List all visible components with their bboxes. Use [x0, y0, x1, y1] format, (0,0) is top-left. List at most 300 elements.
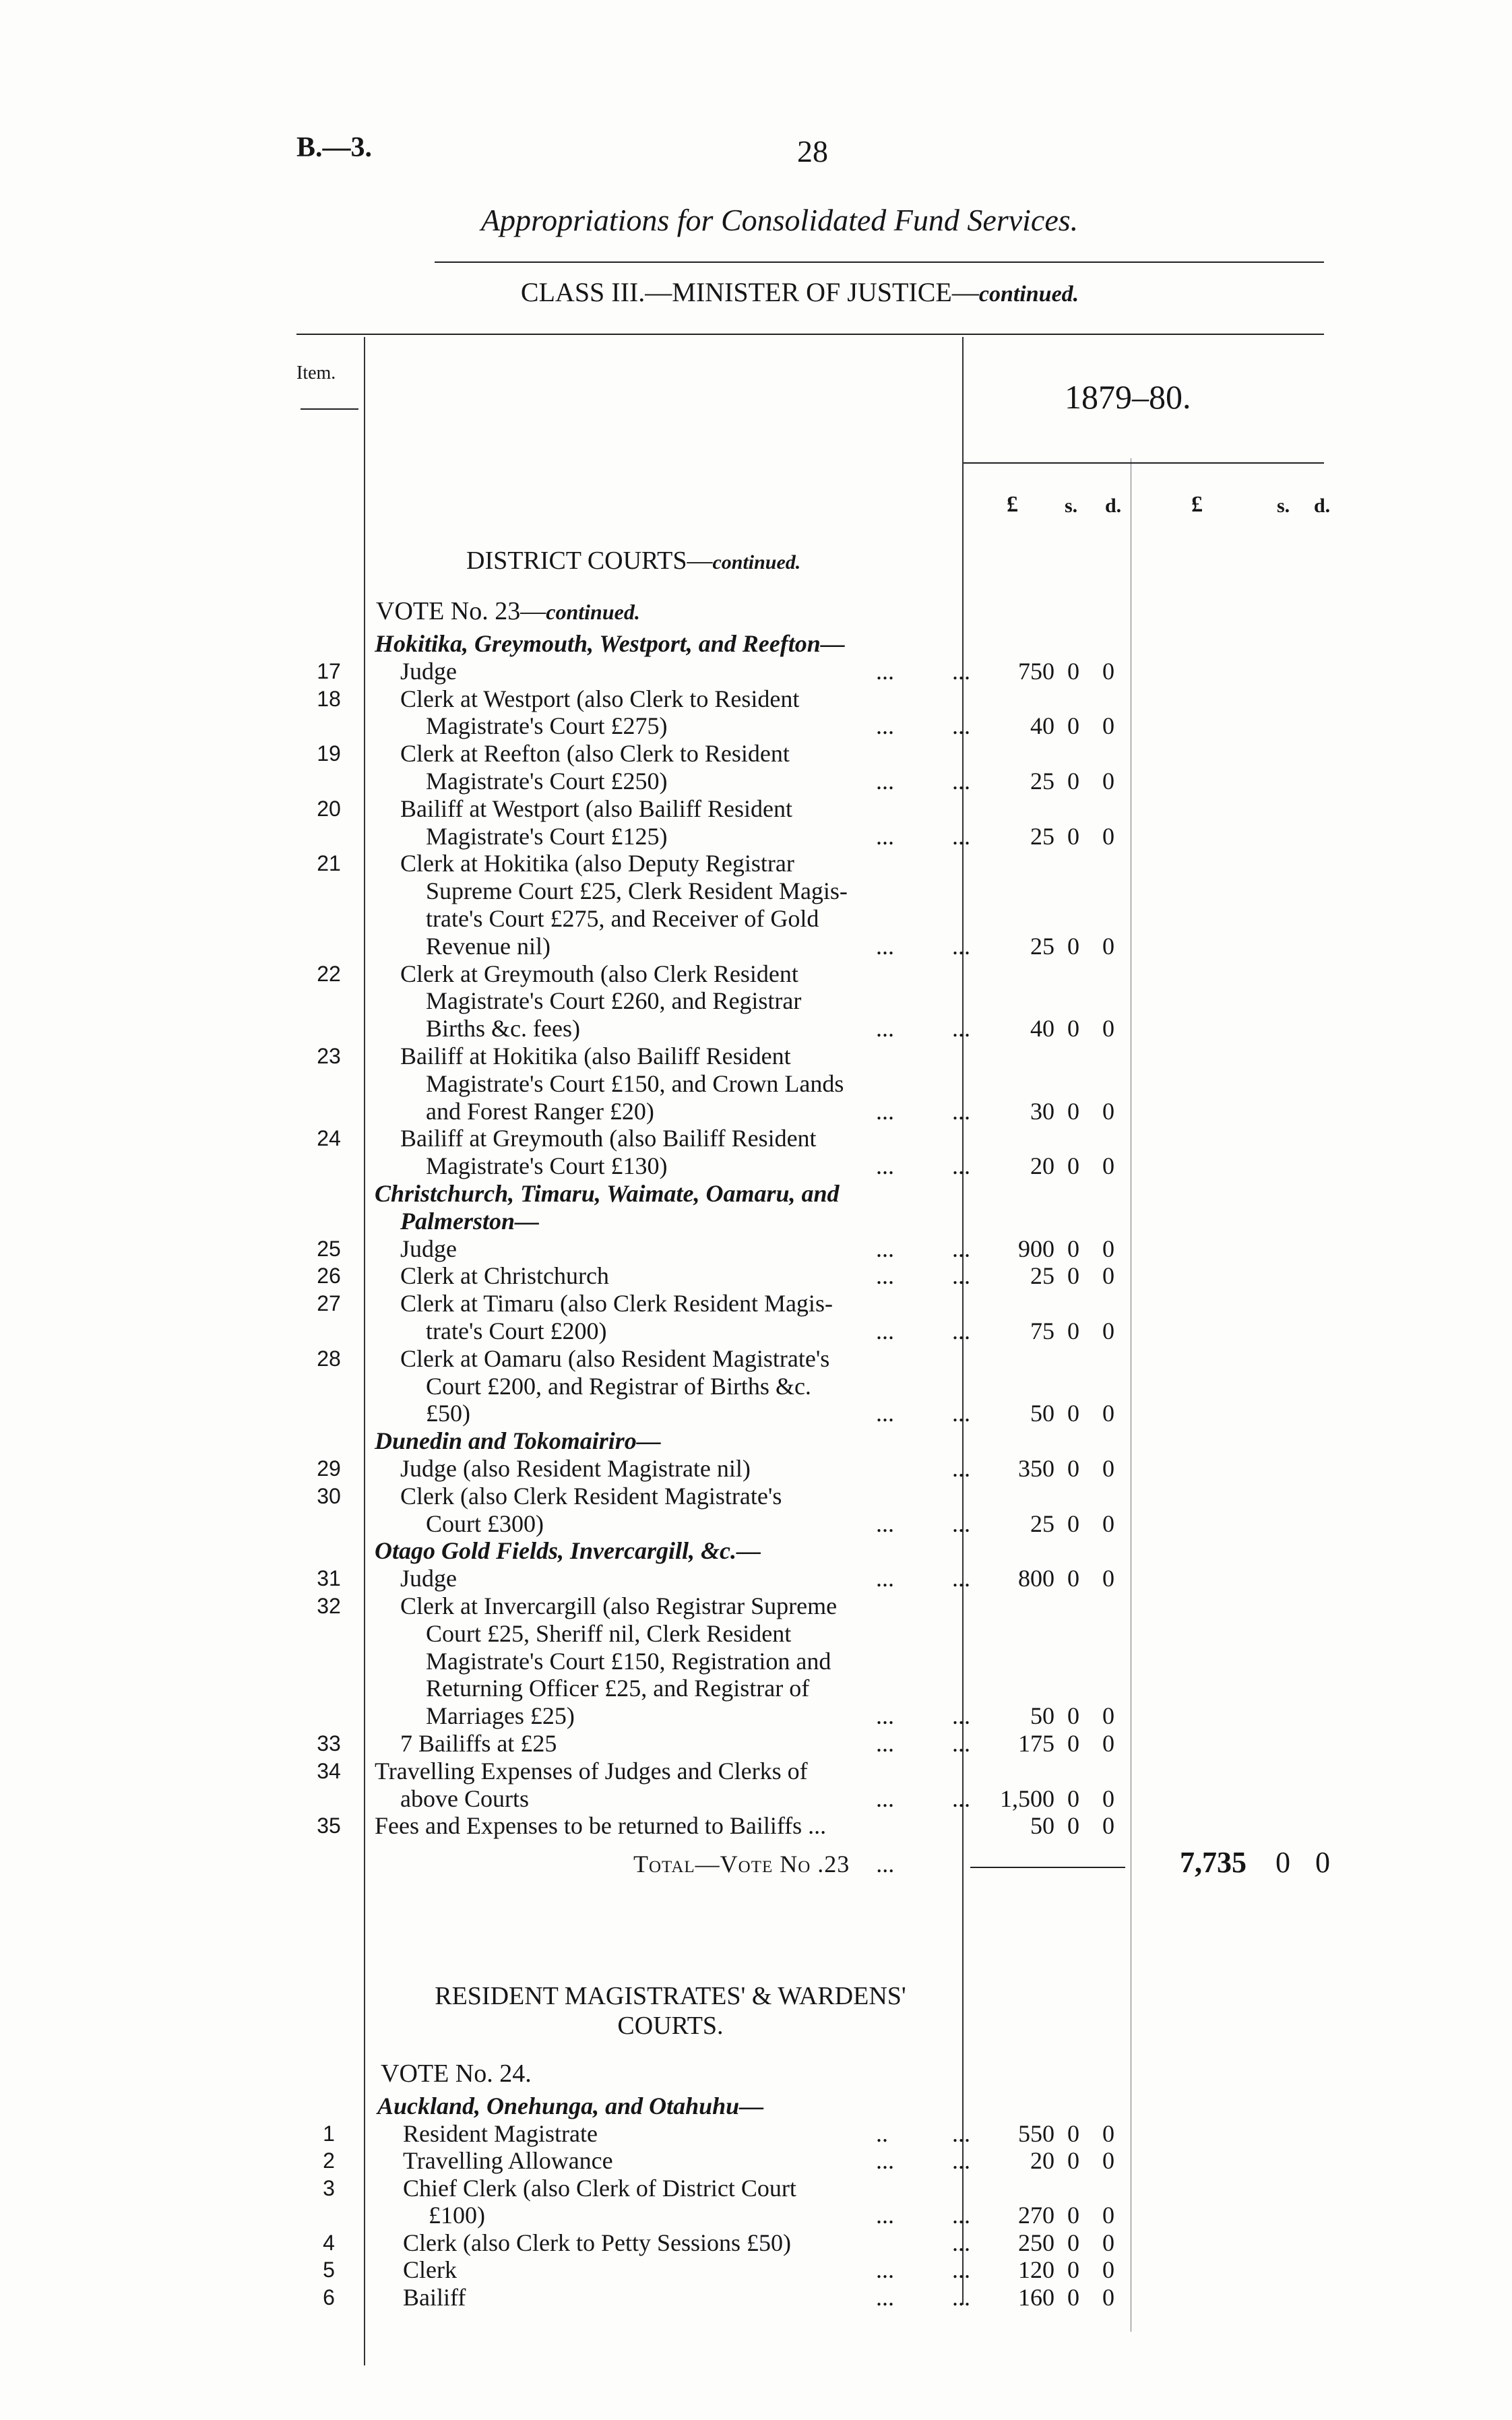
amount-pounds: 750 [1018, 657, 1054, 685]
item-description: Births &c. fees) [426, 1015, 580, 1043]
amount-pounds: 800 [1018, 1565, 1054, 1592]
amount-shillings: 0 [1067, 1702, 1079, 1730]
item-number: 24 [317, 1126, 341, 1151]
amount-shillings: 0 [1067, 1730, 1079, 1757]
amount-shillings: 0 [1067, 1235, 1079, 1262]
amount-pounds: 25 [1030, 822, 1054, 850]
leader-dot-group: ... [876, 712, 894, 740]
leader-dots [876, 1262, 970, 1289]
leader-dots [876, 933, 970, 960]
table-row [0, 740, 1512, 767]
table-row [0, 1290, 1512, 1317]
amount-pence: 0 [1102, 768, 1114, 795]
item-description: Magistrate's Court £275) [426, 712, 668, 740]
item-description: Magistrate's Court £250) [426, 768, 668, 795]
leader-dots [876, 2256, 970, 2283]
leader-dots [876, 1015, 970, 1042]
item-description: Hokitika, Greymouth, Westport, and Reefton— [375, 630, 845, 657]
amount-shillings: 0 [1067, 2229, 1079, 2256]
table-row [0, 1675, 1512, 1702]
table-row [0, 823, 1512, 850]
table-row [0, 712, 1512, 739]
item-number: 4 [323, 2230, 335, 2255]
class-heading-text: CLASS III.—MINISTER OF JUSTICE— [520, 277, 979, 307]
item-description: Judge (also Resident Magistrate nil) [400, 1455, 751, 1482]
item-number: 6 [323, 2285, 335, 2309]
leader-dot-group: ... [952, 1730, 970, 1757]
leader-dots [876, 1510, 970, 1537]
table-row [0, 1510, 1512, 1537]
leader-dot-group: ... [952, 1317, 970, 1344]
leader-dot-group: ... [952, 1097, 970, 1125]
amount-pence: 0 [1102, 2147, 1114, 2174]
amount-pence: 0 [1102, 1400, 1114, 1427]
table-row [0, 1180, 1512, 1207]
amount-shillings: 0 [1067, 932, 1079, 960]
table-row [0, 960, 1512, 987]
class-heading-continued: continued. [978, 282, 1079, 307]
table-row [0, 1400, 1512, 1427]
amount-pence: 0 [1102, 1565, 1114, 1592]
item-description: Bailiff at Greymouth (also Bailiff Resident [400, 1125, 817, 1152]
table-row [0, 1373, 1512, 1400]
vote-23-total-label: Total—Vote No .23 [633, 1851, 850, 1878]
table-row [0, 850, 1512, 877]
item-description: Magistrate's Court £150, Registration and [426, 1647, 831, 1675]
item-description: Court £25, Sheriff nil, Clerk Resident [426, 1619, 792, 1647]
amount-pence: 0 [1102, 1785, 1114, 1812]
amount-pence: 0 [1102, 1455, 1114, 1482]
table-row [0, 987, 1512, 1014]
amount-shillings: 0 [1067, 2283, 1079, 2311]
table-row [0, 1592, 1512, 1619]
item-description: Travelling Expenses of Judges and Clerks of [375, 1757, 808, 1785]
item-description: Clerk (also Clerk to Petty Sessions £50) [403, 2229, 791, 2256]
vote-23-text: VOTE No. 23— [376, 597, 546, 625]
class-heading [0, 276, 1512, 308]
table-row [0, 1455, 1512, 1482]
item-description: Clerk [403, 2256, 457, 2283]
title-rule [435, 261, 1324, 263]
table-row [0, 1262, 1512, 1289]
item-number: 33 [317, 1731, 341, 1756]
item-description: trate's Court £200) [426, 1317, 607, 1344]
item-description: Resident Magistrate [403, 2119, 598, 2147]
leader-dot-group: ... [876, 2256, 894, 2283]
item-description: Bailiff at Hokitika (also Bailiff Resident [400, 1043, 791, 1069]
leader-dot-group: ... [876, 822, 894, 850]
table-row [0, 1648, 1512, 1675]
leader-dot-group: ... [952, 2202, 970, 2229]
amount-pounds: 50 [1030, 1812, 1054, 1840]
amount-pounds: 160 [1018, 2283, 1054, 2311]
item-description: 7 Bailiffs at £25 [400, 1730, 557, 1757]
amount-pence: 0 [1102, 932, 1114, 960]
amount-pounds: 350 [1018, 1455, 1054, 1482]
vote-23-total-dots: ... [876, 1851, 895, 1878]
leader-dots [876, 1702, 970, 1729]
item-description: Clerk at Greymouth (also Clerk Resident [400, 960, 798, 987]
item-description: Clerk at Hokitika (also Deputy Registrar [400, 850, 794, 877]
leader-dots [876, 2284, 970, 2311]
amount-shillings: 0 [1067, 1565, 1079, 1592]
item-description: Palmerston— [400, 1207, 540, 1235]
amount-pence: 0 [1102, 657, 1114, 685]
item-description: Clerk (also Clerk Resident Magistrate's [400, 1482, 782, 1510]
amount-pounds: 270 [1018, 2202, 1054, 2229]
item-number: 22 [317, 961, 341, 986]
vote-23-continued: continued. [546, 600, 640, 624]
amount-pounds: 250 [1018, 2229, 1054, 2256]
item-description: Dunedin and Tokomairiro— [375, 1427, 661, 1455]
leader-dot-group: ... [876, 1730, 894, 1757]
item-description: Clerk at Timaru (also Clerk Resident Magis- [400, 1290, 833, 1317]
item-number: 35 [317, 1813, 341, 1838]
amount-pence: 0 [1102, 2256, 1114, 2283]
leader-dots [876, 2120, 970, 2147]
total-rule [970, 1867, 1125, 1868]
amount-pounds: 25 [1030, 1510, 1054, 1537]
item-description: Chief Clerk (also Clerk of District Court [403, 2174, 796, 2202]
table-row [0, 1043, 1512, 1069]
item-description: Magistrate's Court £150, and Crown Lands [426, 1069, 844, 1097]
item-description: Bailiff [403, 2283, 466, 2311]
pounds-header: £ [1007, 492, 1018, 517]
item-description: Court £300) [426, 1510, 544, 1537]
leader-dot-group: ... [952, 1510, 970, 1537]
table-row [0, 2175, 1512, 2202]
pence-header: d. [1105, 495, 1122, 517]
leader-dots [876, 2147, 970, 2174]
table-row [0, 1537, 1512, 1564]
item-number: 1 [323, 2121, 335, 2146]
amount-pounds: 30 [1030, 1097, 1054, 1125]
leader-dot-group: ... [876, 1785, 894, 1812]
vote-23-total-pence: 0 [1315, 1846, 1330, 1879]
shillings-header: s. [1065, 495, 1078, 517]
amount-pounds: 900 [1018, 1235, 1054, 1262]
leader-dot-group: ... [876, 1097, 894, 1125]
leader-dots [876, 2202, 970, 2229]
table-top-rule [296, 334, 1324, 335]
amount-shillings: 0 [1067, 1152, 1079, 1180]
amount-pounds: 550 [1018, 2119, 1054, 2147]
item-number: 18 [317, 686, 341, 711]
table-row [0, 1702, 1512, 1729]
leader-dot-group: ... [952, 2147, 970, 2174]
leader-dot-group: ... [952, 768, 970, 795]
item-description: trate's Court £275, and Receiver of Gold [426, 905, 819, 932]
leader-dot-group: ... [876, 2147, 894, 2174]
item-description: £50) [426, 1400, 470, 1427]
year-header: 1879–80. [1065, 378, 1191, 416]
amount-pounds: 25 [1030, 932, 1054, 960]
amount-shillings: 0 [1067, 1015, 1079, 1043]
leader-dots [876, 823, 970, 850]
amount-shillings: 0 [1067, 1262, 1079, 1290]
shillings-total-header: s. [1277, 495, 1290, 517]
leader-dot-group: ... [952, 657, 970, 685]
item-description: Clerk at Christchurch [400, 1262, 609, 1290]
item-description: Clerk at Westport (also Clerk to Resident [400, 685, 800, 712]
vote-23-total [633, 1850, 894, 1878]
resident-magistrates-heading [381, 1981, 960, 2041]
item-description: Judge [400, 657, 457, 685]
leader-dot-group: ... [952, 1455, 970, 1482]
item-number: 28 [317, 1346, 341, 1371]
item-number: 31 [317, 1566, 341, 1591]
pence-total-header: d. [1314, 495, 1331, 517]
item-number: 34 [317, 1758, 341, 1783]
table-row [0, 1070, 1512, 1097]
leader-dot-group: ... [876, 2202, 894, 2229]
item-underline [301, 408, 358, 410]
amount-pence: 0 [1102, 1317, 1114, 1344]
leader-dot-group: ... [876, 932, 894, 960]
item-description: Clerk at Reefton (also Clerk to Resident [400, 740, 790, 768]
amount-pence: 0 [1102, 1235, 1114, 1262]
amount-shillings: 0 [1067, 1510, 1079, 1537]
item-number: 19 [317, 741, 341, 766]
amount-shillings: 0 [1067, 1812, 1079, 1840]
table-row [0, 1152, 1512, 1179]
leader-dots [876, 1565, 970, 1592]
amount-pence: 0 [1102, 1262, 1114, 1290]
item-number: 25 [317, 1236, 341, 1261]
leader-dot-group: ... [952, 822, 970, 850]
amount-pence: 0 [1102, 1510, 1114, 1537]
leader-dot-group: .. [876, 2119, 888, 2147]
amount-pounds: 40 [1030, 1015, 1054, 1043]
item-number: 32 [317, 1594, 341, 1618]
amount-pounds: 25 [1030, 1262, 1054, 1290]
leader-dot-group: ... [876, 1262, 894, 1290]
amount-pounds: 40 [1030, 712, 1054, 740]
report-reference: B.—3. [296, 132, 373, 163]
item-description: Clerk at Invercargill (also Registrar Supreme [400, 1592, 838, 1619]
amount-shillings: 0 [1067, 2202, 1079, 2229]
leader-dot-group: ... [952, 1785, 970, 1812]
leader-dot-group: ... [952, 712, 970, 740]
pounds-total-header: £ [1191, 492, 1203, 517]
leader-dot-group: ... [876, 768, 894, 795]
leader-dot-group: ... [876, 1400, 894, 1427]
leader-dot-group: ... [952, 932, 970, 960]
leader-dot-group: ... [952, 2283, 970, 2311]
amount-pounds: 175 [1018, 1730, 1054, 1757]
leader-dot-group: ... [952, 1152, 970, 1180]
amount-pence: 0 [1102, 1152, 1114, 1180]
table-row [0, 2147, 1512, 2174]
leader-dots [876, 1152, 970, 1179]
item-description: Magistrate's Court £130) [426, 1152, 668, 1180]
amount-shillings: 0 [1067, 2119, 1079, 2147]
table-row [0, 1730, 1512, 1757]
amount-pounds: 20 [1030, 2147, 1054, 2174]
district-courts-heading [466, 546, 800, 576]
amount-shillings: 0 [1067, 657, 1079, 685]
table-row [0, 685, 1512, 712]
table-row [0, 1235, 1512, 1262]
table-row [0, 1565, 1512, 1592]
amount-pence: 0 [1102, 1730, 1114, 1757]
leader-dot-group: ... [876, 1702, 894, 1730]
amount-pence: 0 [1102, 2119, 1114, 2147]
amount-pounds: 120 [1018, 2256, 1054, 2283]
table-row [0, 1125, 1512, 1152]
district-courts-heading-text: DISTRICT COURTS— [466, 547, 713, 575]
amount-pence: 0 [1102, 712, 1114, 740]
amount-pounds: 50 [1030, 1702, 1054, 1730]
leader-dots [876, 658, 970, 685]
leader-dot-group: ... [876, 1015, 894, 1043]
amount-shillings: 0 [1067, 822, 1079, 850]
leader-dot-group: ... [952, 1235, 970, 1262]
leader-dots [876, 1400, 970, 1427]
amount-shillings: 0 [1067, 1455, 1079, 1482]
page-title: Appropriations for Consolidated Fund Services. [480, 203, 1079, 237]
leader-dot-group: ... [876, 1510, 894, 1537]
item-number: 27 [317, 1291, 341, 1316]
item-description: Judge [400, 1235, 457, 1262]
leader-dot-group: ... [952, 1702, 970, 1730]
table-row [0, 905, 1512, 932]
table-row [0, 2120, 1512, 2147]
amount-pounds: 1,500 [1000, 1785, 1054, 1812]
leader-dot-group: ... [876, 1152, 894, 1180]
amount-shillings: 0 [1067, 1400, 1079, 1427]
leader-dot-group: ... [876, 657, 894, 685]
leader-dot-group: ... [952, 2119, 970, 2147]
leader-dot-group: ... [876, 1317, 894, 1344]
amount-shillings: 0 [1067, 1317, 1079, 1344]
table-row [0, 877, 1512, 904]
item-description: Marriages £25) [426, 1702, 575, 1730]
item-number: 23 [317, 1044, 341, 1068]
amount-pence: 0 [1102, 2229, 1114, 2256]
leader-dots [876, 1455, 970, 1482]
leader-dot-group: ... [952, 1262, 970, 1290]
amount-pence: 0 [1102, 1812, 1114, 1840]
vote-23-total-pounds: 7,735 [1180, 1846, 1247, 1879]
item-description: Christchurch, Timaru, Waimate, Oamaru, and [375, 1180, 840, 1207]
amount-shillings: 0 [1067, 768, 1079, 795]
leader-dot-group: ... [876, 2283, 894, 2311]
amount-pounds: 50 [1030, 1400, 1054, 1427]
table-row [0, 1015, 1512, 1042]
page-number: 28 [797, 134, 828, 168]
leader-dots [876, 1098, 970, 1125]
table-row [0, 2284, 1512, 2311]
item-description: Magistrate's Court £260, and Registrar [426, 987, 802, 1015]
leader-dot-group: ... [952, 1565, 970, 1592]
item-number: 26 [317, 1264, 341, 1289]
table-row [0, 2256, 1512, 2283]
item-description: Supreme Court £25, Clerk Resident Magis- [426, 877, 848, 905]
item-description: and Forest Ranger £20) [426, 1097, 654, 1125]
amount-shillings: 0 [1067, 2147, 1079, 2174]
leader-dots [876, 1235, 970, 1262]
table-row [0, 658, 1512, 685]
item-number: 2 [323, 2148, 335, 2173]
leader-dots [876, 1730, 970, 1757]
item-description: Returning Officer £25, and Registrar of [426, 1675, 810, 1702]
item-description: Court £200, and Registrar of Births &c. [426, 1372, 811, 1400]
item-description: above Courts [400, 1785, 529, 1812]
leader-dot-group: ... [876, 1235, 894, 1262]
item-number: 20 [317, 796, 341, 821]
item-description: Clerk at Oamaru (also Resident Magistrate's [400, 1344, 830, 1372]
amount-pence: 0 [1102, 2202, 1114, 2229]
leader-dot-group: ... [952, 2229, 970, 2256]
district-courts-heading-continued: continued. [712, 551, 801, 573]
leader-dot-group: ... [952, 1015, 970, 1043]
amount-shillings: 0 [1067, 1785, 1079, 1812]
amount-pence: 0 [1102, 1702, 1114, 1730]
table-row [0, 933, 1512, 960]
table-row [0, 1620, 1512, 1647]
item-description: Bailiff at Westport (also Bailiff Resident [400, 795, 793, 822]
vote-23-total-shillings: 0 [1275, 1846, 1290, 1879]
table-row [0, 795, 1512, 822]
leader-dot-group: ... [876, 1565, 894, 1592]
table-row [0, 2229, 1512, 2256]
amount-pence: 0 [1102, 2283, 1114, 2311]
table-row [0, 1812, 1512, 1839]
leader-dots [876, 2229, 970, 2256]
table-row [0, 1427, 1512, 1454]
resident-magistrates-heading-line2: COURTS. [617, 2012, 724, 2040]
item-number: 29 [317, 1456, 341, 1481]
amount-pounds: 20 [1030, 1152, 1054, 1180]
item-number: 30 [317, 1483, 341, 1508]
leader-dot-group: ... [952, 2256, 970, 2283]
item-description: Auckland, Onehunga, and Otahuhu— [377, 2092, 764, 2119]
table-row [0, 1758, 1512, 1785]
item-number: 3 [323, 2175, 335, 2200]
amount-pounds: 75 [1030, 1317, 1054, 1344]
amount-pounds: 25 [1030, 768, 1054, 795]
table-row [0, 1483, 1512, 1510]
table-row [0, 1345, 1512, 1372]
leader-dot-group: ... [952, 1400, 970, 1427]
amount-pence: 0 [1102, 822, 1114, 850]
item-column-header: Item. [296, 363, 336, 383]
item-description: Otago Gold Fields, Invercargill, &c.— [375, 1537, 761, 1565]
vote-24-heading: VOTE No. 24. [381, 2059, 532, 2088]
amount-pence: 0 [1102, 1097, 1114, 1125]
table-row [0, 2092, 1512, 2119]
item-number: 5 [323, 2258, 335, 2282]
amount-pence: 0 [1102, 1015, 1114, 1043]
item-description: Magistrate's Court £125) [426, 822, 668, 850]
table-row [0, 630, 1512, 657]
amount-shillings: 0 [1067, 2256, 1079, 2283]
leader-dots [876, 768, 970, 795]
table-row [0, 1098, 1512, 1125]
item-number: 21 [317, 851, 341, 876]
year-rule [964, 462, 1324, 464]
item-number: 17 [317, 658, 341, 683]
table-row [0, 1317, 1512, 1344]
amount-shillings: 0 [1067, 1097, 1079, 1125]
resident-magistrates-heading-line1: RESIDENT MAGISTRATES' & WARDENS' [435, 1982, 906, 2010]
item-description: Revenue nil) [426, 932, 550, 960]
item-description: £100) [429, 2202, 485, 2229]
leader-dots [876, 712, 970, 739]
table-row [0, 768, 1512, 795]
item-description: Travelling Allowance [403, 2147, 613, 2174]
